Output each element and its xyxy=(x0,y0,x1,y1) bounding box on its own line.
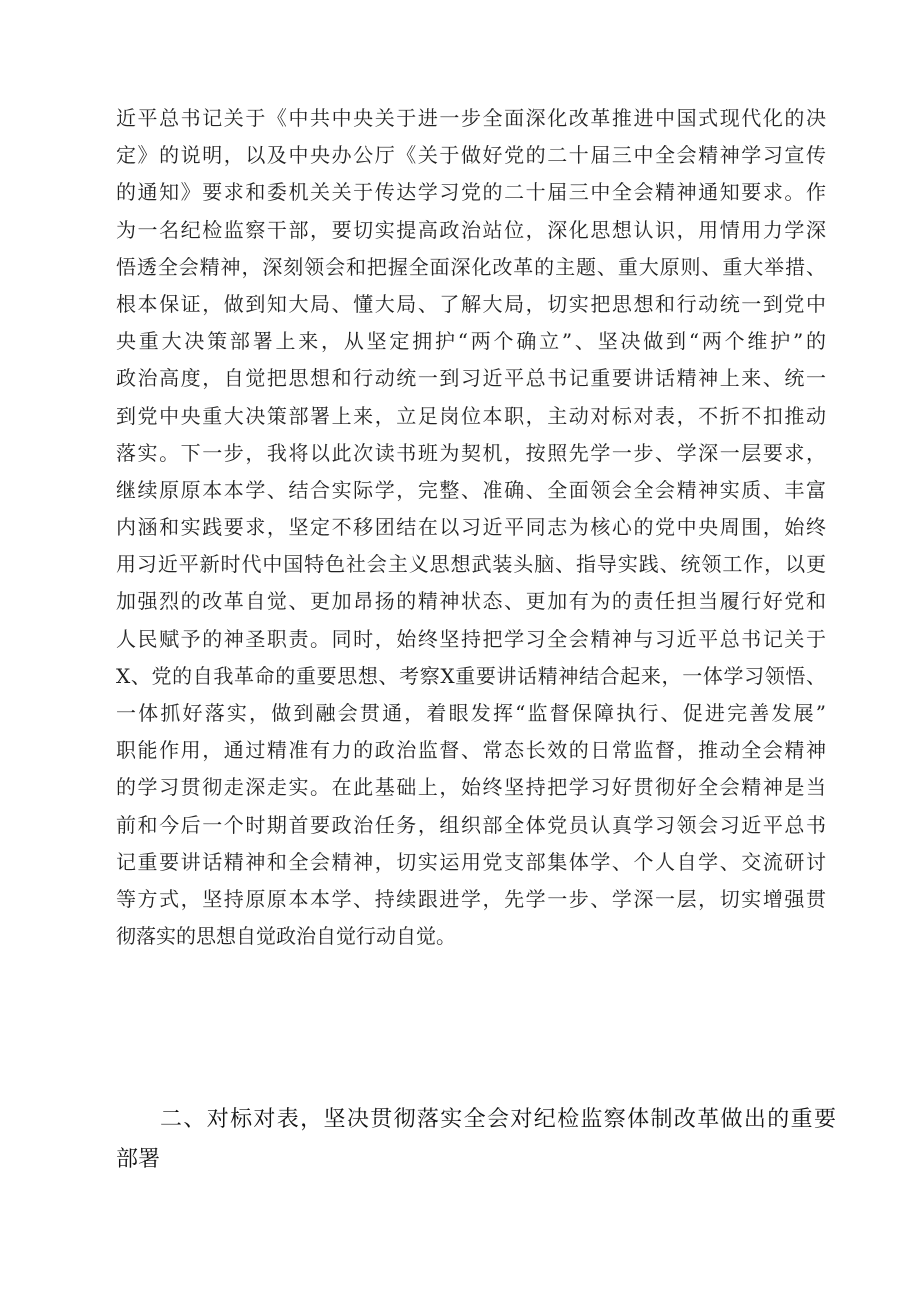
paragraph-line: 继续原原本本学、结合实际学，完整、准确、全面领会全会精神实质、丰富 xyxy=(116,477,826,502)
paragraph-line: 彻落实的思想自觉政治自觉行动自觉。 xyxy=(116,924,456,949)
section-heading xyxy=(116,1100,836,1180)
paragraph-line: 内涵和实践要求，坚定不移团结在以习近平同志为核心的党中央周围，始终 xyxy=(116,515,826,540)
paragraph-line: 前和今后一个时期首要政治任务，组织部全体党员认真学习领会习近平总书 xyxy=(116,812,826,837)
paragraph-line: 央重大决策部署上来，从坚定拥护“两个确立”、坚决做到“两个维护”的 xyxy=(116,329,826,354)
paragraph-line: 加强烈的改革自觉、更加昂扬的精神状态、更加有为的责任担当履行好党和 xyxy=(116,589,826,614)
paragraph-line: 记重要讲话精神和全会精神，切实运用党支部集体学、个人自学、交流研讨 xyxy=(116,849,826,874)
paragraph-line: 职能作用，通过精准有力的政治监督、常态长效的日常监督，推动全会精神 xyxy=(116,738,826,763)
paragraph-line: 人民赋予的神圣职责。同时，始终坚持把学习全会精神与习近平总书记关于 xyxy=(116,626,826,651)
heading-line: 部署 xyxy=(116,1147,161,1172)
paragraph-line: 根本保证，做到知大局、懂大局、了解大局，切实把思想和行动统一到党中 xyxy=(116,291,826,316)
paragraph-line: 政治高度，自觉把思想和行动统一到习近平总书记重要讲话精神上来、统一 xyxy=(116,366,826,391)
paragraph-line: 落实。下一步，我将以此次读书班为契机，按照先学一步、学深一层要求， xyxy=(116,440,826,465)
paragraph-line: 为一名纪检监察干部，要切实提高政治站位，深化思想认识，用情用力学深 xyxy=(116,217,826,242)
paragraph-line: 的学习贯彻走深走实。在此基础上，始终坚持把学习好贯彻好全会精神是当 xyxy=(116,775,826,800)
paragraph-line: 近平总书记关于《中共中央关于进一步全面深化改革推进中国式现代化的决 xyxy=(116,106,826,130)
paragraph-line: 定》的说明，以及中央办公厅《关于做好党的二十届三中全会精神学习宣传 xyxy=(116,143,826,168)
paragraph-line: 悟透全会精神，深刻领会和把握全面深化改革的主题、重大原则、重大举措、 xyxy=(116,254,826,279)
paragraph-line: 用习近平新时代中国特色社会主义思想武装头脑、指导实践、统领工作，以更 xyxy=(116,552,826,577)
paragraph-line: 一体抓好落实，做到融会贯通，着眼发挥“监督保障执行、促进完善发展” xyxy=(116,701,826,725)
paragraph-line: X、党的自我革命的重要思想、考察X重要讲话精神结合起来，一体学习领悟、 xyxy=(116,663,826,688)
heading-line: 二、对标对表，坚决贯彻落实全会对纪检监察体制改革做出的重要 xyxy=(160,1107,836,1132)
paragraph-line: 到党中央重大决策部署上来，立足岗位本职，主动对标对表，不折不扣推动 xyxy=(116,403,826,428)
paragraph-line: 的通知》要求和委机关关于传达学习党的二十届三中全会精神通知要求。作 xyxy=(116,180,826,205)
paragraph-line: 等方式，坚持原原本本学、持续跟进学，先学一步、学深一层，切实增强贯 xyxy=(116,886,826,911)
body-paragraph xyxy=(116,100,826,955)
